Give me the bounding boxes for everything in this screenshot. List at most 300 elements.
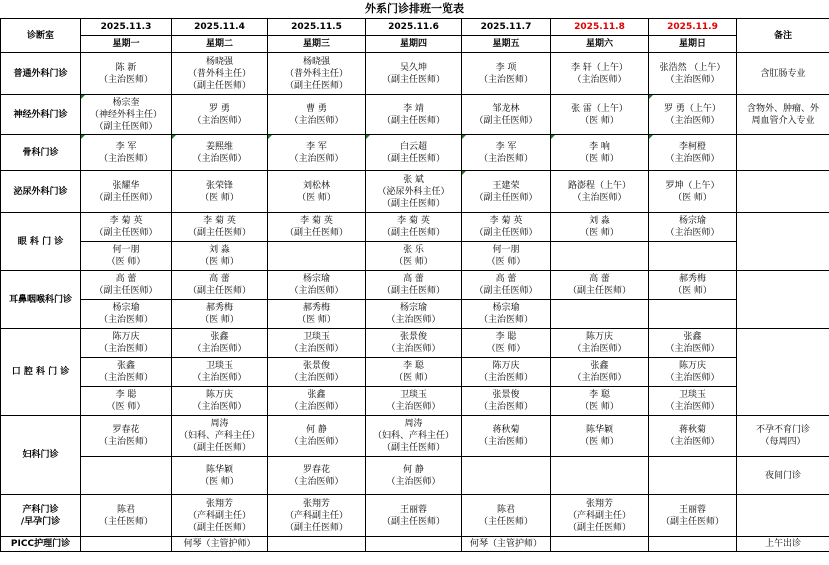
doctor-line: （副主任医师）: [381, 198, 445, 209]
date-header: 2025.11.3: [81, 19, 172, 36]
doctor-line: （主任医师）: [98, 516, 153, 527]
doctor-line: （医 师）: [580, 115, 619, 126]
doctor-line: 杨晓强: [302, 56, 330, 67]
doctor-line: （主治医师）: [665, 373, 720, 383]
doctor-line: （主治医师）: [289, 437, 344, 447]
doctor-line: （副主任医师）: [187, 443, 251, 453]
doctor-line: （主治医师）: [98, 437, 153, 447]
doctor-line: 高 蕾: [209, 274, 230, 284]
doctor-line: 陈华颖: [205, 464, 233, 475]
doctor-cell: [462, 495, 551, 537]
doctor-cell: [81, 300, 172, 329]
doctor-line: 李 军: [306, 141, 327, 152]
remark-cell: 上午出诊: [737, 537, 829, 552]
doctor-line: 张 雷（上午）: [571, 103, 628, 114]
doctor-line: 卫琰玉: [399, 390, 427, 400]
doctor-line: （主治医师）: [98, 153, 153, 164]
doctor-line: 陈万庆: [585, 332, 613, 342]
doctor-cell: [172, 387, 268, 416]
remark-line: 含肛肠专业: [760, 68, 806, 79]
doctor-cell: [551, 537, 649, 552]
doctor-line: （主治医师）: [572, 373, 627, 383]
doctor-line: 罗 勇: [209, 103, 230, 114]
doctor-line: 李 军: [115, 141, 137, 152]
doctor-line: （主治医师）: [665, 228, 720, 238]
doctor-line: 刘 淼: [209, 245, 230, 255]
doctor-line: （医 师）: [486, 344, 526, 354]
doctor-line: 张耀华: [112, 180, 140, 191]
doctor-line: 郝秀梅: [205, 303, 233, 313]
doctor-line: 郝秀梅: [678, 274, 706, 284]
doctor-cell: [551, 213, 649, 242]
doctor-cell: [268, 537, 366, 552]
date-header: 2025.11.9: [649, 19, 737, 36]
doctor-cell: [172, 95, 268, 135]
doctor-cell: [551, 271, 649, 300]
doctor-cell: [366, 242, 462, 271]
doctor-cell: [81, 271, 172, 300]
remarks-header: 备注: [737, 19, 829, 53]
doctor-line: （主治医师）: [98, 344, 153, 354]
weekday-header: 星期五: [462, 36, 551, 53]
clinic-name: [1, 495, 81, 537]
doctor-line: （产科副主任）: [284, 510, 348, 521]
doctor-cell: [366, 171, 462, 213]
doctor-cell: [462, 135, 551, 171]
doctor-cell: [81, 537, 172, 552]
doctor-line: 罗春花: [112, 425, 140, 435]
doctor-cell: [649, 537, 737, 552]
doctor-line: 蒋秋菊: [492, 425, 520, 435]
doctor-line: （产科副主任）: [187, 510, 251, 521]
doctor-line: （主治医师）: [665, 74, 720, 85]
doctor-line: 郝秀梅: [302, 303, 330, 313]
doctor-line: （医 师）: [580, 153, 619, 164]
doctor-line: （主治医师）: [289, 344, 344, 354]
doctor-cell: [268, 213, 366, 242]
weekday-header: 星期日: [649, 36, 737, 53]
doctor-line: （神经外科主任）: [89, 109, 162, 120]
table-row: [1, 135, 829, 171]
doctor-cell: [81, 135, 172, 171]
doctor-line: 张鑫: [116, 361, 135, 371]
doctor-cell: [366, 329, 462, 358]
doctor-cell: [81, 95, 172, 135]
date-header: 2025.11.7: [462, 19, 551, 36]
doctor-cell: [366, 271, 462, 300]
doctor-line: （医 师）: [297, 192, 336, 203]
doctor-cell: [268, 457, 366, 495]
doctor-cell: [366, 537, 462, 552]
doctor-line: （主治医师）: [665, 153, 720, 164]
doctor-cell: [462, 242, 551, 271]
date-header: 2025.11.6: [366, 19, 462, 36]
doctor-cell: [268, 329, 366, 358]
doctor-line: （主治医师）: [386, 344, 441, 354]
table-row: [1, 271, 829, 300]
doctor-cell: [649, 387, 737, 416]
clinic-line: 泌尿外科门诊: [13, 186, 68, 197]
doctor-line: 李 聪: [115, 390, 137, 400]
doctor-cell: [551, 171, 649, 213]
remark-cell: [737, 457, 829, 495]
doctor-cell: [366, 53, 462, 95]
doctor-cell: [366, 495, 462, 537]
doctor-line: 卫琰玉: [302, 332, 330, 342]
doctor-cell: [462, 329, 551, 358]
doctor-line: （泌尿外科主任）: [377, 186, 450, 197]
doctor-line: 张鑫: [683, 332, 702, 342]
doctor-line: 陈万庆: [205, 390, 233, 400]
doctor-cell: [81, 416, 172, 457]
doctor-line: （医 师）: [486, 257, 526, 267]
table-row: [1, 95, 829, 135]
doctor-cell: [551, 495, 649, 537]
doctor-line: （主治医师）: [98, 315, 153, 325]
doctor-cell: [649, 457, 737, 495]
doctor-line: 周涛: [404, 419, 423, 429]
doctor-line: （副主任医师）: [284, 522, 348, 533]
doctor-cell: [268, 387, 366, 416]
doctor-cell: [81, 495, 172, 537]
doctor-cell: [462, 416, 551, 457]
doctor-cell: [551, 135, 649, 171]
clinic-line: 耳鼻咽喉科门诊: [8, 294, 72, 305]
doctor-cell: [172, 329, 268, 358]
doctor-line: 何一朋: [492, 245, 520, 255]
doctor-line: 白云超: [399, 141, 427, 152]
clinic-name: [1, 329, 81, 416]
doctor-line: 张景俊: [399, 332, 427, 342]
doctor-cell: [268, 135, 366, 171]
doctor-cell: [172, 171, 268, 213]
table-row: [1, 387, 829, 416]
doctor-line: （医 师）: [297, 315, 336, 325]
doctor-line: （医 师）: [673, 192, 712, 203]
doctor-line: 路澎程（上午）: [567, 180, 631, 191]
clinic-name: [1, 213, 81, 271]
clinic-line: 眼 科 门 诊: [17, 236, 64, 247]
doctor-line: （主治医师）: [192, 373, 247, 383]
remark-cell: [737, 171, 829, 213]
doctor-cell: 何琴（主管护师）: [462, 537, 551, 552]
doctor-cell: [649, 53, 737, 95]
doctor-line: （主治医师）: [478, 153, 533, 164]
clinic-line: 普通外科门诊: [13, 68, 68, 79]
clinic-name: [1, 135, 81, 171]
doctor-line: 杨宗瑜: [492, 303, 520, 313]
doctor-line: （妇科、产科主任）: [372, 431, 454, 441]
doctor-cell: [551, 358, 649, 387]
doctor-cell: [366, 457, 462, 495]
doctor-line: （主治医师）: [289, 286, 344, 296]
doctor-line: （医 师）: [106, 257, 146, 267]
doctor-line: 杨宗瑜: [302, 274, 330, 284]
clinic-name: PICC护理门诊: [1, 537, 81, 552]
remark-cell: [737, 95, 829, 135]
table-row: [1, 213, 829, 242]
doctor-line: 陈君: [116, 504, 135, 515]
doctor-line: （主治医师）: [192, 344, 247, 354]
doctor-line: （普外科主任）: [284, 68, 348, 79]
clinic-name: [1, 95, 81, 135]
doctor-cell: [462, 358, 551, 387]
doctor-line: （主治医师）: [289, 115, 344, 126]
doctor-line: 李 菊 英: [109, 216, 143, 226]
remark-line: 不孕不育门诊: [755, 425, 810, 435]
doctor-line: 卫琰玉: [678, 390, 706, 400]
doctor-line: 高 蕾: [115, 274, 137, 284]
table-row: [1, 36, 829, 53]
doctor-line: 张景俊: [492, 390, 520, 400]
doctor-cell: [366, 300, 462, 329]
doctor-line: （主治医师）: [98, 373, 153, 383]
doctor-line: 张 斌: [403, 174, 424, 185]
doctor-line: 高 蕾: [403, 274, 424, 284]
clinic-name: [1, 171, 81, 213]
doctor-line: （副主任医师）: [94, 192, 158, 203]
remark-cell: [737, 53, 829, 95]
clinic-name: [1, 53, 81, 95]
weekday-header: 星期六: [551, 36, 649, 53]
doctor-cell: [649, 495, 737, 537]
weekday-header: 星期三: [268, 36, 366, 53]
doctor-cell: [81, 53, 172, 95]
doctor-line: 陈君: [496, 504, 515, 515]
doctor-cell: [81, 358, 172, 387]
remark-cell: [737, 213, 829, 271]
doctor-line: （主治医师）: [478, 315, 533, 325]
doctor-line: 杨宗瑜: [112, 303, 140, 313]
clinic-name: [1, 271, 81, 329]
remark-cell: [737, 329, 829, 416]
doctor-line: 周涛: [210, 419, 229, 429]
doctor-line: 何一朋: [112, 245, 140, 255]
table-row: [1, 416, 829, 457]
doctor-line: （主治医师）: [386, 402, 441, 412]
doctor-cell: [649, 358, 737, 387]
doctor-cell: [462, 271, 551, 300]
doctor-cell: [268, 95, 366, 135]
doctor-line: （主治医师）: [289, 373, 344, 383]
clinic-line: 妇科门诊: [22, 450, 59, 460]
doctor-cell: [268, 416, 366, 457]
doctor-line: （主治医师）: [98, 74, 153, 85]
schedule-table: [0, 18, 829, 552]
doctor-line: 姜熙维: [205, 141, 233, 152]
doctor-cell: [268, 495, 366, 537]
doctor-line: （副主任医师）: [187, 522, 251, 533]
date-header: 2025.11.4: [172, 19, 268, 36]
doctor-line: （医 师）: [580, 402, 619, 412]
page-title: 外系门诊排班一览表: [365, 2, 464, 15]
doctor-cell: [268, 53, 366, 95]
doctor-cell: [551, 387, 649, 416]
remark-cell: [737, 495, 829, 537]
doctor-cell: [172, 135, 268, 171]
doctor-line: （产科副主任）: [567, 510, 631, 521]
doctor-line: （主治医师）: [478, 437, 533, 447]
doctor-line: （主治医师）: [386, 476, 441, 487]
table-row: [1, 300, 829, 329]
doctor-line: （医 师）: [673, 286, 712, 296]
doctor-cell: [268, 171, 366, 213]
table-row: [1, 171, 829, 213]
doctor-cell: [172, 416, 268, 457]
table-row: [1, 495, 829, 537]
doctor-line: （副主任医师）: [284, 228, 348, 238]
doctor-line: （副主任医师）: [381, 443, 445, 453]
doctor-line: （副主任医师）: [567, 522, 631, 533]
doctor-line: 陈华颖: [585, 425, 613, 435]
doctor-line: 张鑫: [590, 361, 609, 371]
doctor-line: （副主任医师）: [94, 121, 158, 132]
doctor-line: （医 师）: [394, 257, 433, 267]
doctor-line: （副主任医师）: [474, 192, 538, 203]
doctor-line: （副主任医师）: [284, 80, 348, 91]
corner-cell: 诊断室: [1, 19, 81, 53]
doctor-cell: [366, 416, 462, 457]
doctor-line: 李 菊 英: [203, 216, 236, 226]
table-row: [1, 457, 829, 495]
table-row: [1, 358, 829, 387]
doctor-cell: [268, 300, 366, 329]
doctor-line: （主治医师）: [572, 344, 627, 354]
doctor-line: （主治医师）: [289, 476, 344, 487]
doctor-cell: [462, 387, 551, 416]
doctor-line: （主治医师）: [665, 402, 720, 412]
doctor-line: （副主任医师）: [187, 80, 251, 91]
doctor-line: （主治医师）: [192, 402, 247, 412]
doctor-line: （副主任医师）: [187, 228, 251, 238]
doctor-line: 李柯橙: [678, 141, 706, 152]
doctor-cell: [649, 271, 737, 300]
remark-cell: [737, 416, 829, 457]
doctor-line: （普外科主任）: [187, 68, 251, 79]
doctor-line: （主治医师）: [478, 373, 533, 383]
doctor-line: （医 师）: [200, 476, 239, 487]
doctor-line: （主治医师）: [289, 153, 344, 164]
doctor-line: 罗春花: [302, 464, 330, 475]
doctor-line: 何 静: [306, 425, 327, 435]
doctor-line: （医 师）: [200, 315, 239, 325]
doctor-cell: [366, 95, 462, 135]
doctor-line: 罗坤（上午）: [665, 180, 720, 191]
doctor-line: （医 师）: [394, 373, 433, 383]
date-header: 2025.11.8: [551, 19, 649, 36]
doctor-cell: [462, 213, 551, 242]
remark-cell: [737, 135, 829, 171]
doctor-cell: [366, 387, 462, 416]
doctor-cell: [649, 95, 737, 135]
doctor-cell: [81, 171, 172, 213]
doctor-line: 张景俊: [302, 361, 330, 371]
table-row: [1, 329, 829, 358]
doctor-line: （主治医师）: [665, 115, 720, 126]
remark-cell: [737, 271, 829, 329]
doctor-line: （副主任医师）: [567, 286, 631, 296]
doctor-line: 张鑫: [210, 332, 229, 342]
doctor-line: 陈 新: [115, 62, 137, 73]
doctor-cell: [172, 271, 268, 300]
doctor-line: （主治医师）: [572, 74, 627, 85]
doctor-cell: [462, 95, 551, 135]
doctor-cell: [81, 329, 172, 358]
doctor-cell: [551, 95, 649, 135]
doctor-line: （副主任医师）: [381, 286, 445, 296]
doctor-cell: [649, 329, 737, 358]
doctor-line: 陈万庆: [678, 361, 706, 371]
doctor-cell: [649, 171, 737, 213]
doctor-cell: [462, 300, 551, 329]
doctor-line: （主治医师）: [478, 402, 533, 412]
doctor-line: （主治医师）: [478, 74, 533, 85]
doctor-cell: [551, 329, 649, 358]
doctor-line: （副主任医师）: [381, 228, 445, 238]
doctor-line: 陈万庆: [112, 332, 140, 342]
doctor-line: 李 菊 英: [300, 216, 333, 226]
doctor-cell: [81, 457, 172, 495]
doctor-cell: [172, 242, 268, 271]
doctor-cell: [268, 271, 366, 300]
doctor-line: 张鑫: [307, 390, 326, 400]
doctor-line: 张翔芳: [302, 498, 330, 509]
doctor-line: 吴久坤: [399, 62, 427, 73]
doctor-line: 张浩然 （上午）: [659, 62, 726, 73]
clinic-line: 产科门诊: [22, 504, 59, 515]
doctor-line: （副主任医师）: [94, 286, 158, 296]
doctor-line: 李 聪: [589, 390, 610, 400]
doctor-cell: [551, 300, 649, 329]
doctor-cell: [81, 242, 172, 271]
weekday-header: 星期四: [366, 36, 462, 53]
doctor-line: 李 聪: [403, 361, 424, 371]
doctor-line: （医 师）: [200, 257, 239, 267]
doctor-line: 王建荣: [492, 180, 520, 191]
doctor-line: （主治医师）: [665, 344, 720, 354]
doctor-line: （副主任医师）: [94, 228, 158, 238]
doctor-line: 李 军: [495, 141, 517, 152]
doctor-line: （医 师）: [580, 437, 619, 447]
doctor-line: （副主任医师）: [474, 286, 538, 296]
doctor-cell: [649, 416, 737, 457]
doctor-line: （主治医师）: [192, 153, 247, 164]
doctor-cell: [268, 358, 366, 387]
doctor-line: （主治医师）: [665, 437, 720, 447]
table-row: [1, 242, 829, 271]
remark-line: （每周四）: [760, 437, 806, 447]
doctor-cell: [649, 213, 737, 242]
doctor-line: 李 菊 英: [489, 216, 523, 226]
clinic-name: [1, 416, 81, 495]
doctor-line: 曹 勇: [306, 103, 327, 114]
doctor-cell: 何琴（主管护师）: [172, 537, 268, 552]
clinic-line: /早孕门诊: [20, 516, 61, 527]
doctor-cell: [462, 171, 551, 213]
doctor-cell: [172, 495, 268, 537]
doctor-line: 罗 勇（上午）: [664, 103, 721, 114]
doctor-line: 王丽蓉: [678, 504, 706, 515]
doctor-cell: [268, 242, 366, 271]
doctor-line: 刘松林: [302, 180, 330, 191]
doctor-line: 李 聪: [495, 332, 517, 342]
doctor-cell: [172, 358, 268, 387]
doctor-line: （副主任医师）: [381, 516, 445, 527]
doctor-line: 张荣锋: [205, 180, 233, 191]
doctor-line: 张翔芳: [205, 498, 233, 509]
doctor-line: 杨晓强: [205, 56, 233, 67]
doctor-cell: [366, 358, 462, 387]
